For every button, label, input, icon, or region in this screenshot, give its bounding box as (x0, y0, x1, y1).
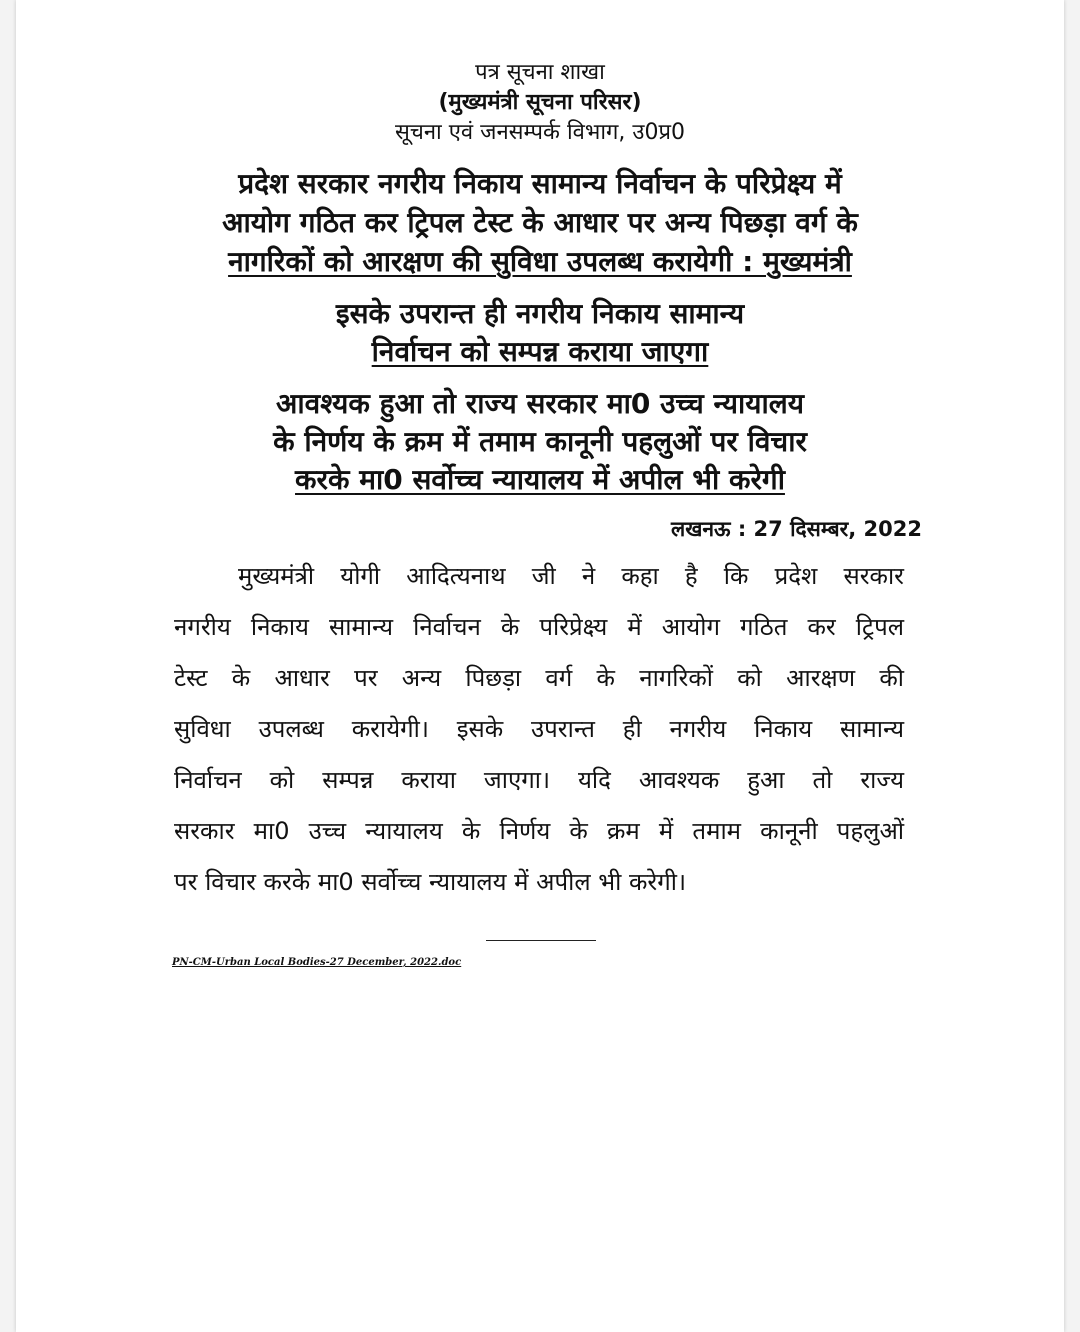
header-ministry: सूचना एवं जनसम्पर्क विभाग, उ0प्र0 (395, 120, 685, 145)
subheading-line: के निर्णय के क्रम में तमाम कानूनी पहलुओं पर विचार (273, 425, 807, 458)
end-rule (486, 940, 596, 941)
headline-line: आयोग गठित कर ट्रिपल टेस्ट के आधार पर अन्य पिछड़ा वर्ग के (222, 206, 858, 239)
subheading-line: इसके उपरान्त ही नगरीय निकाय सामान्य (335, 297, 745, 330)
headline-line: प्रदेश सरकार नगरीय निकाय सामान्य निर्वाचन के परिप्रेक्ष्य में (238, 167, 842, 200)
body-line: निर्वाचन को सम्पन्न कराया जाएगा। यदि आवश्यक हुआ तो राज्य (174, 766, 904, 794)
header-office: (मुख्यमंत्री सूचना परिसर) (438, 90, 642, 115)
body-line: मुख्यमंत्री योगी आदित्यनाथ जी ने कहा है कि प्रदेश सरकार (238, 562, 904, 590)
body-line: टेस्ट के आधार पर अन्य पिछड़ा वर्ग के नागरिकों को आरक्षण की (174, 664, 904, 692)
dateline: लखनऊ : 27 दिसम्बर, 2022 (670, 517, 922, 541)
body-line: सुविधा उपलब्ध करायेगी। इसके उपरान्त ही नगरीय निकाय सामान्य (174, 715, 904, 743)
body-line: सरकार मा0 उच्च न्यायालय के निर्णय के क्रम में तमाम कानूनी पहलुओं (174, 817, 904, 845)
subheading-line: करके मा0 सर्वोच्च न्यायालय में अपील भी करेगी (295, 463, 785, 496)
body-line: पर विचार करके मा0 सर्वोच्च न्यायालय में अपील भी करेगी। (174, 868, 687, 896)
subheading-line: निर्वाचन को सम्पन्न कराया जाएगा (371, 335, 709, 368)
header-department: पत्र सूचना शाखा (475, 60, 605, 85)
footer-filename: PN-CM-Urban Local Bodies-27 December, 2022.doc (172, 957, 462, 968)
body-line: नगरीय निकाय सामान्य निर्वाचन के परिप्रेक्ष्य में आयोग गठित कर ट्रिपल (174, 613, 904, 641)
subheading-line: आवश्यक हुआ तो राज्य सरकार मा0 उच्च न्यायालय (276, 387, 804, 420)
headline-line: नागरिकों को आरक्षण की सुविधा उपलब्ध करायेगी : मुख्यमंत्री (228, 245, 852, 278)
document-page (16, 0, 1064, 1332)
